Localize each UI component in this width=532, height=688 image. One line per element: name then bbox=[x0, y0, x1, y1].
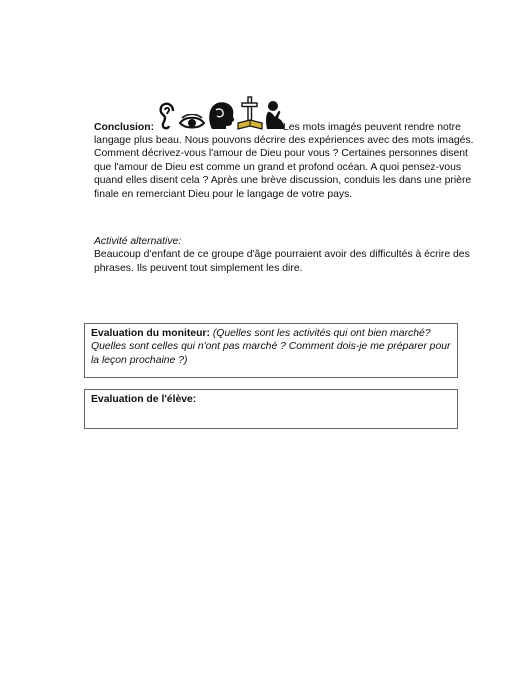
monitor-evaluation-questions: (Quelles sont les activités qui ont bien marché? Quelles sont celles qui n'ont pas marché ? Comment dois-je me préparer pour la leçon prochaine ?) bbox=[91, 328, 451, 366]
student-evaluation-box bbox=[84, 389, 458, 429]
ear-icon bbox=[158, 102, 178, 134]
eye-icon bbox=[179, 114, 205, 134]
head-profile-icon bbox=[206, 100, 236, 134]
conclusion-first-line-text: Les mots imagés peuvent rendre notre bbox=[283, 121, 461, 133]
alternative-activity-title: Activité alternative: bbox=[94, 236, 182, 247]
conclusion-section bbox=[94, 103, 474, 201]
cross-book-icon bbox=[237, 96, 263, 134]
picture-word-icons bbox=[158, 96, 286, 134]
conclusion-first-line bbox=[94, 103, 474, 134]
conclusion-label: Conclusion: bbox=[94, 121, 155, 133]
student-evaluation-label: Evaluation de l'élève: bbox=[91, 394, 197, 405]
monitor-evaluation-box bbox=[84, 323, 458, 378]
alternative-activity-body: Beaucoup d'enfant de ce groupe d'âge pourraient avoir des difficultés à écrire des phrases. Ils peuvent tout simplement les dire. bbox=[94, 249, 470, 274]
monitor-evaluation-label: Evaluation du moniteur: bbox=[91, 328, 210, 339]
conclusion-body: langage plus beau. Nous pouvons décrire des expériences avec des mots imagés. Comment décrivez-vous l'amour de Dieu pour vous ? Certaines personnes disent que l'amour de Dieu est comme un grand et profond océan. A quoi pensez-vous quand elles disent cela ? Après une brève discussion, conduis les dans une prière finale en remerciant Dieu pour le langage de votre pays. bbox=[94, 135, 474, 200]
alternative-activity-section bbox=[94, 235, 474, 275]
